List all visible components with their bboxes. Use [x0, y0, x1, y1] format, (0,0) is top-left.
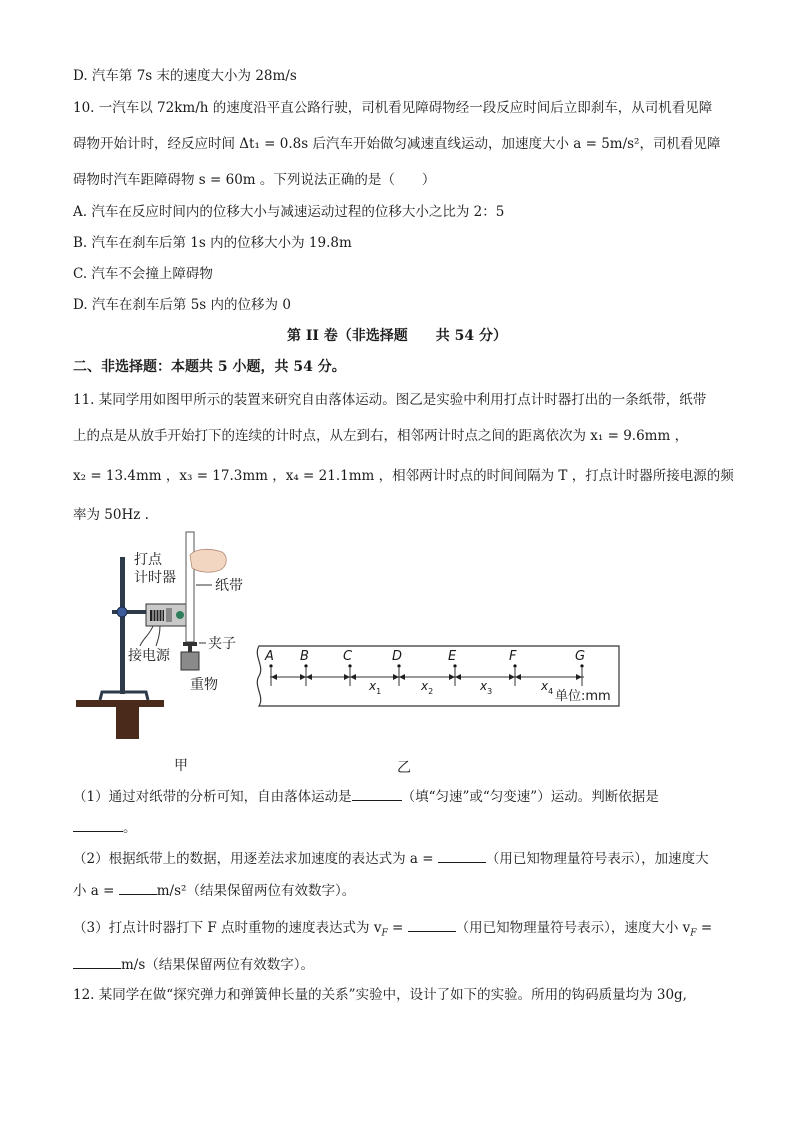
caption-right: 乙	[397, 760, 411, 776]
sub3-text-b: （用已知物理量符号表示），速度大小 v	[455, 920, 691, 936]
sub2-text-c: 小 a =	[73, 883, 115, 899]
sub3-text-a2: =	[387, 920, 404, 936]
point-label-e: E	[448, 649, 457, 664]
segment-label-x3: $x_3$	[480, 679, 493, 696]
q11-sub3-line2	[73, 954, 314, 974]
tape-dot-a	[269, 664, 272, 667]
sub1-text-a: （1）通过对纸带的分析可知，自由落体运动是	[73, 789, 352, 805]
sub2-text-d: m/s²（结果保留两位有效数字）。	[156, 883, 356, 899]
point-label-a: A	[265, 649, 274, 664]
segment-label-x1: $x_1$	[369, 679, 382, 696]
sub2-text-a: （2）根据纸带上的数据，用逐差法求加速度的表达式为 a =	[73, 851, 434, 867]
timer-label-line2: 计时器	[134, 570, 176, 586]
point-label-d: D	[392, 649, 403, 664]
answer-blank-basis[interactable]	[73, 817, 123, 832]
answer-blank-accel-expression[interactable]	[438, 848, 486, 863]
part2-title: 第 II 卷（非选择题 共 54 分）	[286, 328, 508, 344]
q10-option-b: B. 汽车在刹车后第 1s 内的位移大小为 19.8m	[73, 235, 352, 251]
tape-label: 纸带	[215, 578, 243, 594]
tape-dot-c	[348, 664, 351, 667]
q12-stem-line1: 12. 某同学在做“探究弹力和弹簧伸长量的关系”实验中，设计了如下的实验。所用的钩码质量均为 30g,	[73, 987, 687, 1003]
q11-sub3-line1	[73, 917, 712, 943]
section2-title: 二、非选择题：本题共 5 小题，共 54 分。	[73, 359, 346, 375]
q11-sub2-line1	[73, 848, 709, 868]
q10-stem-line1: 10. 一汽车以 72km/h 的速度沿平直公路行驶，司机看见障碍物经一段反应时间后立即刹车，从司机看见障	[73, 100, 713, 116]
q11-stem-line1: 11. 某同学用如图甲所示的装置来研究自由落体运动。图乙是实验中利用打点计时器打出的一条纸带，纸带	[73, 392, 707, 408]
free-fall-apparatus	[76, 532, 243, 739]
answer-blank-accel-value[interactable]	[119, 880, 157, 895]
power-label: 接电源	[128, 648, 170, 664]
q10-stem-line3: 碍物时汽车距障碍物 s = 60m 。下列说法正确的是（ ）	[73, 172, 436, 188]
timer-label-line1: 打点	[134, 552, 162, 568]
q9-option-d: D. 汽车第 7s 末的速度大小为 28m/s	[73, 68, 297, 84]
sub1-text-c: 。	[123, 820, 137, 836]
q11-stem-line3: x₂ = 13.4mm ，x₃ = 17.3mm ，x₄ = 21.1mm ，相邻两计时点的时间间隔为 T ，打点计时器所接电源的频	[73, 468, 734, 484]
point-label-b: B	[300, 649, 309, 664]
answer-blank-velocity-value[interactable]	[73, 954, 121, 969]
paper-tape	[257, 646, 619, 706]
tape-dot-e	[453, 664, 456, 667]
segment-label-x4: $x_4$	[541, 679, 554, 696]
caption-left: 甲	[174, 758, 188, 774]
q11-stem-line4: 率为 50Hz .	[73, 507, 149, 523]
q10-option-c: C. 汽车不会撞上障碍物	[73, 266, 213, 282]
sub3-text-a: （3）打点计时器打下 F 点时重物的速度表达式为 v	[73, 920, 382, 936]
q10-option-a: A. 汽车在反应时间内的位移大小与减速运动过程的位移大小之比为 2：5	[73, 204, 505, 220]
tape-dot-d	[397, 664, 400, 667]
point-label-g: G	[575, 649, 586, 664]
q10-stem-line2: 碍物开始计时，经反应时间 Δt₁ = 0.8s 后汽车开始做匀减速直线运动，加速度大小 a = 5m/s²，司机看见障	[73, 136, 721, 152]
tape-dot-g	[580, 664, 583, 667]
q11-stem-line2: 上的点是从放手开始打下的连续的计时点，从左到右，相邻两计时点之间的距离依次为 x₁ = 9.6mm ，	[73, 428, 689, 444]
sub3-text-b2: =	[696, 920, 713, 936]
tape-dot-f	[513, 664, 516, 667]
sub1-text-b: （填“匀速”或“匀变速”）运动。判断依据是	[401, 789, 659, 805]
q11-sub1-line2	[73, 817, 137, 837]
sub3-sub-f-a: F	[381, 928, 388, 939]
sub3-text-c: m/s（结果保留两位有效数字）。	[121, 957, 315, 973]
q11-sub2-line2	[73, 880, 355, 900]
weight-label: 重物	[190, 677, 218, 693]
point-label-c: C	[343, 649, 353, 664]
tape-dot-b	[304, 664, 307, 667]
answer-blank-motion-type[interactable]	[352, 786, 402, 801]
q11-sub1-line1	[73, 786, 659, 806]
clip-label: 夹子	[208, 636, 236, 652]
unit-label: 单位:mm	[555, 689, 611, 704]
sub3-sub-f-b: F	[690, 928, 697, 939]
segment-label-x2: $x_2$	[421, 679, 434, 696]
answer-blank-velocity-expression[interactable]	[408, 917, 456, 932]
point-label-f: F	[509, 649, 517, 664]
experiment-figure	[0, 528, 794, 780]
q10-option-d: D. 汽车在刹车后第 5s 内的位移为 0	[73, 297, 291, 313]
sub2-text-b: （用已知物理量符号表示），加速度大	[485, 851, 709, 867]
